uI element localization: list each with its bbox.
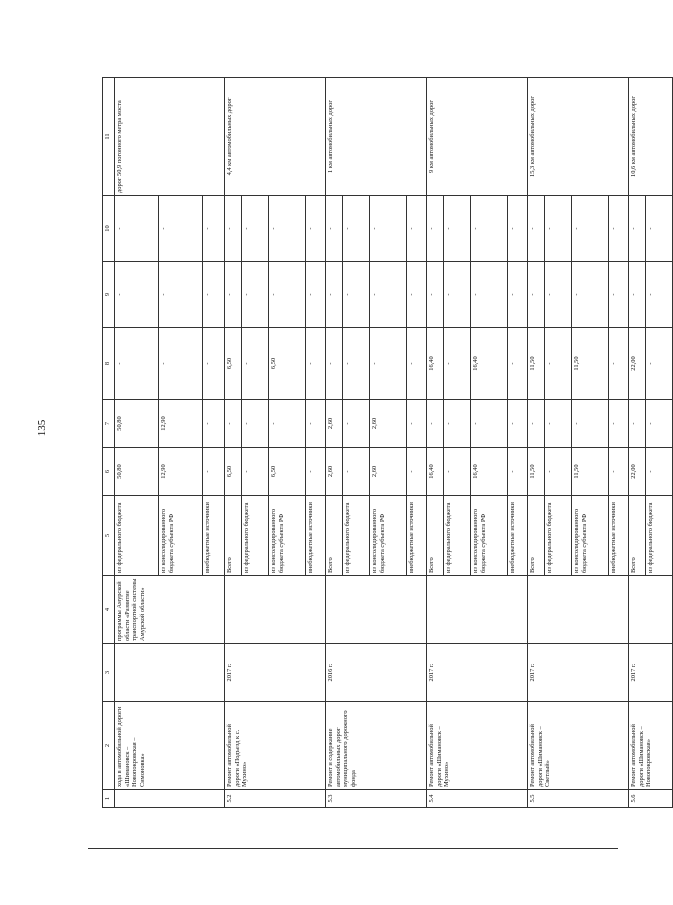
- value-col-7: -: [343, 400, 370, 448]
- value-col-10: -: [115, 196, 159, 262]
- activity-name: хода в автомобильной дороги «Шимановск – Новопокровская – Симоновка»: [115, 702, 225, 790]
- value-col-8: -: [326, 328, 343, 400]
- funding-source: Всего: [528, 496, 545, 576]
- value-col-7: -: [609, 400, 629, 448]
- value-col-6: 50,80: [115, 448, 159, 496]
- value-col-8: -: [242, 328, 269, 400]
- col-number-11: 11: [103, 78, 115, 196]
- value-col-6: 11,50: [572, 448, 609, 496]
- value-col-9: -: [326, 262, 343, 328]
- value-col-10: -: [159, 196, 203, 262]
- funding-source: из консолидированного бюджета субъекта РФ: [159, 496, 203, 576]
- value-col-7: 2,60: [370, 400, 407, 448]
- value-col-8: -: [203, 328, 225, 400]
- table-row: [225, 78, 242, 808]
- program-cell: [528, 576, 629, 644]
- rotated-table-wrapper: [102, 78, 654, 808]
- value-col-8: -: [159, 328, 203, 400]
- value-col-6: 6,50: [269, 448, 306, 496]
- page-number: 135: [36, 419, 48, 437]
- value-col-8: 22,00: [629, 328, 646, 400]
- table-row: [629, 78, 646, 808]
- value-col-6: 16,40: [471, 448, 508, 496]
- value-col-6: -: [545, 448, 572, 496]
- value-col-9: -: [203, 262, 225, 328]
- funding-source: внебюджетные источники: [306, 496, 326, 576]
- funding-source: из консолидированного бюджета субъекта РФ: [471, 496, 508, 576]
- table-row: [528, 78, 545, 808]
- value-col-9: -: [646, 262, 673, 328]
- value-col-6: -: [343, 448, 370, 496]
- value-col-9: -: [225, 262, 242, 328]
- program-cell: программы Амурской области «Развитие транспортной системы Амурской области»: [115, 576, 225, 644]
- value-col-6: 22,00: [629, 448, 646, 496]
- value-col-8: 6,50: [225, 328, 242, 400]
- value-col-6: 2,60: [370, 448, 407, 496]
- funding-source: Всего: [326, 496, 343, 576]
- value-col-7: -: [528, 400, 545, 448]
- table-body: [115, 78, 673, 808]
- year-cell: 2017 г.: [629, 644, 673, 702]
- value-col-8: -: [545, 328, 572, 400]
- value-col-7: -: [508, 400, 528, 448]
- table-row: [326, 78, 343, 808]
- value-col-7: -: [629, 400, 646, 448]
- program-cell: [225, 576, 326, 644]
- value-col-10: -: [508, 196, 528, 262]
- row-number-cell: 5.4: [427, 790, 528, 808]
- col-number-9: 9: [103, 262, 115, 328]
- col-number-3: 3: [103, 644, 115, 702]
- value-col-10: -: [609, 196, 629, 262]
- column-number-row: [103, 78, 115, 808]
- value-col-10: -: [225, 196, 242, 262]
- funding-source: из федерального бюджета: [115, 496, 159, 576]
- result-cell: 9 км автомобильных дорог: [427, 78, 528, 196]
- value-col-6: -: [203, 448, 225, 496]
- activity-name: Ремонт автомобильной дороги «Шимановск – Новопокровская»: [629, 702, 673, 790]
- funding-source: внебюджетные источники: [609, 496, 629, 576]
- value-col-6: -: [242, 448, 269, 496]
- value-col-7: 12,90: [159, 400, 203, 448]
- col-number-5: 5: [103, 496, 115, 576]
- value-col-6: 11,50: [528, 448, 545, 496]
- value-col-7: -: [572, 400, 609, 448]
- value-col-6: -: [646, 448, 673, 496]
- funding-source: Всего: [225, 496, 242, 576]
- value-col-10: -: [269, 196, 306, 262]
- funding-source: из федерального бюджета: [646, 496, 673, 576]
- funding-source: из консолидированного бюджета субъекта РФ: [269, 496, 306, 576]
- value-col-10: -: [646, 196, 673, 262]
- funding-source: внебюджетные источники: [407, 496, 427, 576]
- value-col-8: -: [115, 328, 159, 400]
- value-col-10: -: [471, 196, 508, 262]
- program-cell: [427, 576, 528, 644]
- value-col-8: 6,50: [269, 328, 306, 400]
- value-col-9: -: [407, 262, 427, 328]
- value-col-7: -: [444, 400, 471, 448]
- row-number-cell: 5.3: [326, 790, 427, 808]
- value-col-7: 2,60: [326, 400, 343, 448]
- table-row: [427, 78, 444, 808]
- funding-source: Всего: [629, 496, 646, 576]
- value-col-7: -: [407, 400, 427, 448]
- value-col-9: -: [306, 262, 326, 328]
- value-col-8: -: [370, 328, 407, 400]
- value-col-9: -: [269, 262, 306, 328]
- activity-name: Ремонт автомобильной дороги «Подъезд к с. Мухино»: [225, 702, 326, 790]
- value-col-9: -: [370, 262, 407, 328]
- funding-source: из консолидированного бюджета субъекта РФ: [572, 496, 609, 576]
- value-col-7: -: [203, 400, 225, 448]
- year-cell: 2017 г.: [427, 644, 528, 702]
- funding-source: внебюджетные источники: [203, 496, 225, 576]
- value-col-6: 12,90: [159, 448, 203, 496]
- value-col-7: -: [545, 400, 572, 448]
- value-col-7: -: [269, 400, 306, 448]
- value-col-10: -: [370, 196, 407, 262]
- value-col-9: -: [343, 262, 370, 328]
- col-number-4: 4: [103, 576, 115, 644]
- value-col-6: 2,60: [326, 448, 343, 496]
- value-col-6: -: [609, 448, 629, 496]
- value-col-8: -: [609, 328, 629, 400]
- value-col-10: -: [427, 196, 444, 262]
- value-col-7: -: [427, 400, 444, 448]
- result-cell: 4,4 км автомобильных дорог: [225, 78, 326, 196]
- program-table: [102, 77, 673, 808]
- activity-name: Ремонт автомобильной дороги «Шимановск – Мухино»: [427, 702, 528, 790]
- result-cell: 1 км автомобильных дорог: [326, 78, 427, 196]
- value-col-9: -: [471, 262, 508, 328]
- value-col-7: 50,80: [115, 400, 159, 448]
- funding-source: из консолидированного бюджета субъекта РФ: [370, 496, 407, 576]
- value-col-10: -: [326, 196, 343, 262]
- value-col-6: 6,50: [225, 448, 242, 496]
- funding-source: внебюджетные источники: [508, 496, 528, 576]
- row-number-cell: 5.6: [629, 790, 673, 808]
- row-number-cell: 5.5: [528, 790, 629, 808]
- col-number-7: 7: [103, 400, 115, 448]
- value-col-7: -: [225, 400, 242, 448]
- value-col-8: -: [444, 328, 471, 400]
- value-col-10: -: [572, 196, 609, 262]
- value-col-10: -: [343, 196, 370, 262]
- value-col-8: -: [306, 328, 326, 400]
- value-col-6: -: [444, 448, 471, 496]
- value-col-9: -: [545, 262, 572, 328]
- value-col-9: -: [528, 262, 545, 328]
- value-col-6: -: [508, 448, 528, 496]
- value-col-6: 16,40: [427, 448, 444, 496]
- value-col-9: -: [427, 262, 444, 328]
- value-col-10: -: [545, 196, 572, 262]
- value-col-9: -: [508, 262, 528, 328]
- value-col-10: -: [203, 196, 225, 262]
- value-col-9: -: [444, 262, 471, 328]
- program-cell: [326, 576, 427, 644]
- value-col-8: 11,50: [572, 328, 609, 400]
- funding-source: из федерального бюджета: [343, 496, 370, 576]
- activity-name: Ремонт и содержание автомобильных дорог муниципального дорожного фонда: [326, 702, 427, 790]
- value-col-8: 11,50: [528, 328, 545, 400]
- value-col-9: -: [609, 262, 629, 328]
- value-col-9: -: [629, 262, 646, 328]
- value-col-10: -: [528, 196, 545, 262]
- value-col-9: -: [572, 262, 609, 328]
- value-col-10: -: [242, 196, 269, 262]
- result-cell: дорог 50,9 погонного метра моста: [115, 78, 225, 196]
- value-col-7: -: [306, 400, 326, 448]
- value-col-8: -: [407, 328, 427, 400]
- funding-source: из федерального бюджета: [242, 496, 269, 576]
- value-col-7: -: [242, 400, 269, 448]
- funding-source: из федерального бюджета: [444, 496, 471, 576]
- value-col-10: -: [444, 196, 471, 262]
- value-col-10: -: [306, 196, 326, 262]
- funding-source: Всего: [427, 496, 444, 576]
- funding-source: из федерального бюджета: [545, 496, 572, 576]
- row-number-cell: 5.2: [225, 790, 326, 808]
- value-col-7: -: [471, 400, 508, 448]
- value-col-10: -: [407, 196, 427, 262]
- value-col-8: -: [343, 328, 370, 400]
- col-number-8: 8: [103, 328, 115, 400]
- year-cell: [115, 644, 225, 702]
- value-col-8: 16,40: [471, 328, 508, 400]
- value-col-9: -: [115, 262, 159, 328]
- year-cell: 2016 г.: [326, 644, 427, 702]
- year-cell: 2017 г.: [528, 644, 629, 702]
- activity-name: Ремонт автомобильной дороги «Шимановск – Светлый»: [528, 702, 629, 790]
- col-number-6: 6: [103, 448, 115, 496]
- col-number-1: 1: [103, 790, 115, 808]
- table-row: [115, 78, 159, 808]
- value-col-8: -: [508, 328, 528, 400]
- value-col-7: -: [646, 400, 673, 448]
- year-cell: 2017 г.: [225, 644, 326, 702]
- value-col-8: 16,40: [427, 328, 444, 400]
- value-col-10: -: [629, 196, 646, 262]
- col-number-10: 10: [103, 196, 115, 262]
- row-number-cell: [115, 790, 225, 808]
- value-col-6: -: [306, 448, 326, 496]
- value-col-9: -: [242, 262, 269, 328]
- result-cell: 10,6 км автомобильных дорог: [629, 78, 673, 196]
- result-cell: 15,3 км автомобильных дорог: [528, 78, 629, 196]
- value-col-6: -: [407, 448, 427, 496]
- program-cell: [629, 576, 673, 644]
- value-col-8: -: [646, 328, 673, 400]
- value-col-9: -: [159, 262, 203, 328]
- bottom-rule: [88, 848, 618, 849]
- col-number-2: 2: [103, 702, 115, 790]
